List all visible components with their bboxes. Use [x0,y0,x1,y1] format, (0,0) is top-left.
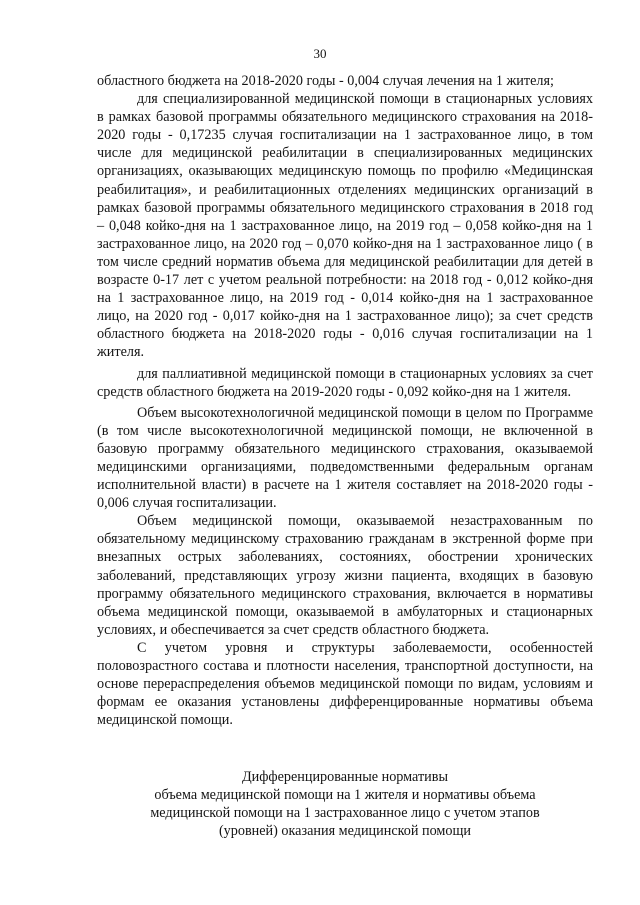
heading-line-2: объема медицинской помощи на 1 жителя и нормативы объема [154,787,536,804]
paragraph-5: Объем медицинской помощи, оказываемой незастрахованным по обязательному медицинскому страхованию гражданам в экстренной форме при внезапных острых заболеваниях, состояниях, обострении хронических заболеваний, представляющих угрозу жизни пациента, входящих в базовую программу обязательного медицинского страхования, включается в нормативы объема медицинской помощи, оказываемой в амбулаторных и стационарных условиях, и обеспечивается за счет средств областного бюджета. [97,513,593,638]
paragraph-2: для специализированной медицинской помощи в стационарных условиях в рамках базовой программы обязательного медицинского страхования на 2018-2020 годы - 0,17235 случая госпитализации на 1 застрахованное лицо, в том числе для медицинской реабилитации в специализированных медицинских организациях, оказывающих медицинскую помощь по профилю «Медицинская реабилитация», и реабилитационных отделениях медицинских организаций в рамках базовой программы обязательного медицинского страхования в 2018 год – 0,048 койко-дня на 1 застрахованное лицо, на 2019 год – 0,058 койко-дня на 1 застрахованное лицо, на 2020 год – 0,070 койко-дня на 1 застрахованное лицо ( в том числе средний норматив объема для медицинской реабилитации для детей в возрасте 0-17 лет с учетом реальной потребности: на 2018 год - 0,012 койко-дня на 1 застрахованное лицо, на 2019 год - 0,014 койко-дня на 1 застрахованное лицо, на 2020 год - 0,017 койко-дня на 1 застрахованное лицо); за счет средств областного бюджета на 2018-2020 годы - 0,016 случая госпитализации на 1 жителя. [97,91,593,361]
paragraph-6: С учетом уровня и структуры заболеваемости, особенностей половозрастного состава и плотности населения, транспортной доступности, на основе перераспределения объемов медицинской помощи по видам, условиям и формам ее оказания установлены дифференцированные нормативы объема медицинской помощи. [97,639,593,729]
paragraph-1: областного бюджета на 2018-2020 годы - 0,004 случая лечения на 1 жителя; [97,73,554,89]
heading-line-1: Дифференцированные нормативы [242,769,448,785]
body-text [97,72,593,729]
paragraph-4: Объем высокотехнологичной медицинской помощи в целом по Программе (в том числе высокотехнологичной медицинской помощи, не включенной в базовую программу обязательного медицинского страхования, оказываемой медицинскими организациями, подведомственными федеральным органам исполнительной власти) в расчете на 1 жителя составляет на 2018-2020 годы - 0,006 случая госпитализации. [97,404,593,512]
section-heading [97,768,593,840]
heading-line-4: (уровней) оказания медицинской помощи [218,823,472,840]
page-number: 30 [313,46,327,61]
paragraph-3: для паллиативной медицинской помощи в стационарных условиях за счет средств областного бюджета на 2019-2020 годы - 0,092 койко-дня на 1 жителя. [97,365,593,400]
heading-line-3: медицинской помощи на 1 застрахованное лицо с учетом этапов [150,805,540,822]
